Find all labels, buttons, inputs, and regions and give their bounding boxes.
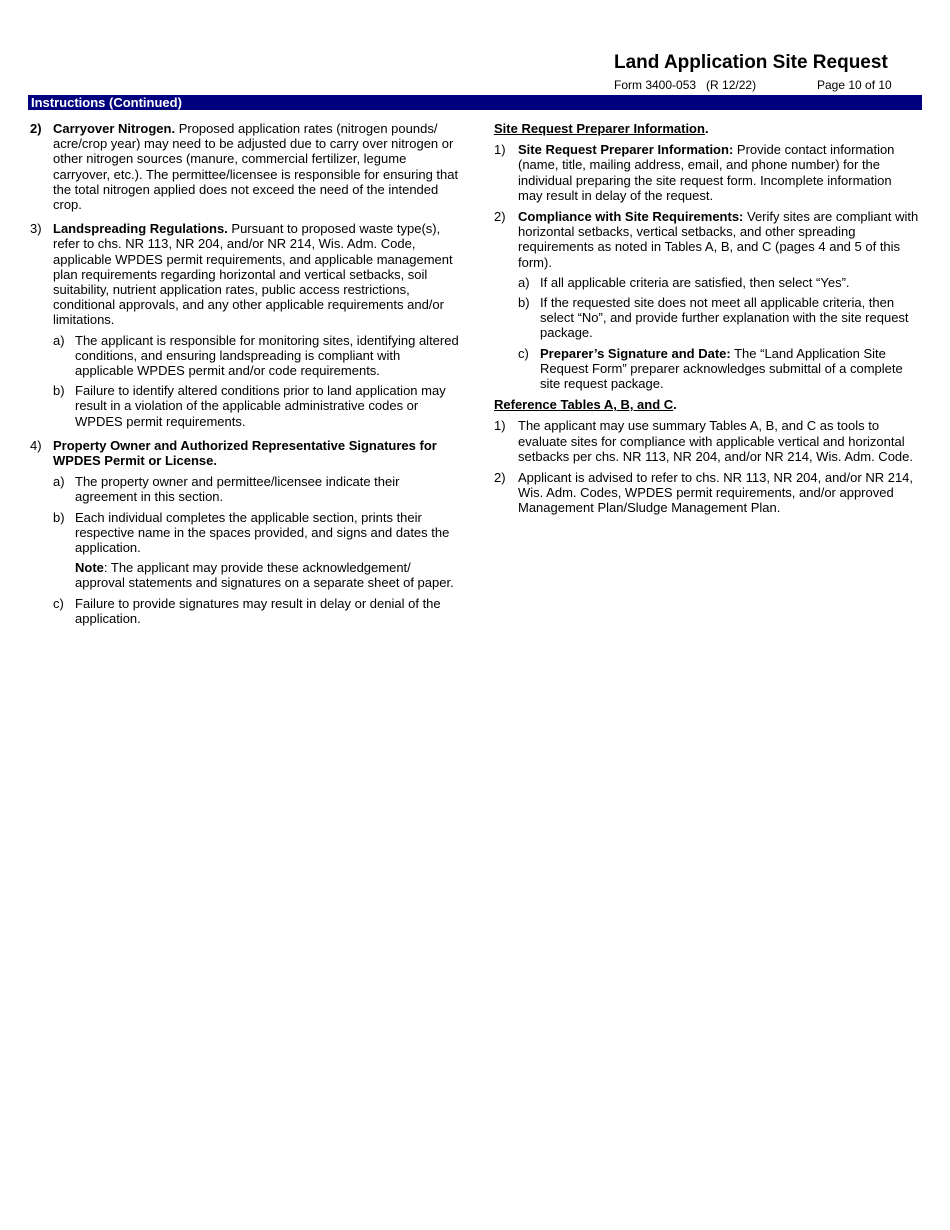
sub-item-a — [53, 333, 460, 379]
reference-item-2 — [494, 470, 919, 516]
note-label: Note — [75, 560, 104, 576]
left-column — [30, 121, 460, 635]
sub-item-text: The property owner and permittee/licensee indicate their agreement in this section. — [75, 474, 400, 505]
form-title: Land Application Site Request — [614, 52, 888, 73]
item-text: Applicant is advised to refer to chs. NR 113, NR 204, and/or NR 214, Wis. Adm. Codes, WPDES permit requirements, and/or approved Management Plan/Sludge Management Plan. — [518, 470, 914, 516]
item-number: 2) — [30, 121, 42, 136]
sub-item-a — [518, 275, 919, 290]
instruction-item-carryover-nitrogen — [30, 121, 460, 212]
sub-item-letter: a) — [53, 474, 65, 490]
page-number: Page 10 of 10 — [817, 78, 892, 92]
reference-item-1 — [494, 418, 919, 464]
sub-item-b — [53, 510, 460, 591]
item-number: 2) — [494, 470, 506, 486]
section-heading-preparer: Site Request Preparer Information. — [494, 121, 709, 136]
sub-item-text: Failure to provide signatures may result in delay or denial of the application. — [75, 595, 441, 626]
sub-item-a — [53, 474, 460, 504]
sub-item-text: The applicant is responsible for monitoring sites, identifying altered conditions, and ensuring landspreading is compliant with applicable WPDES permit and/or code requirements. — [75, 332, 459, 379]
sub-item-text: If all applicable criteria are satisfied, then select “Yes”. — [540, 274, 850, 290]
sub-item-text: Each individual completes the applicable section, prints their respective name in the spaces provided, and signs and dates the application. — [75, 509, 450, 556]
item-text: Proposed application rates (nitrogen pounds/ acre/crop year) may need to be adjusted due to carry over nitrogen or other nitrogen sources (manure, commercial fertilizer, legume carryover, etc.). The permittee/licensee is responsible for ensuring that the total nitrogen applied does not exceed the need of the intended crop. — [53, 121, 459, 213]
sub-item-letter: b) — [53, 509, 65, 525]
item-text: Pursuant to proposed waste type(s), refer to chs. NR 113, NR 204, and/or NR 214, Wis. Adm. Code, applicable WPDES permit requirements, and applicable management plan requirements regarding horizontal and vertical setbacks, soil suitability, nutrient application rates, public access restrictions, conditional approvals, and any other applicable requirements and/or limitations. — [53, 221, 453, 328]
preparer-item-compliance — [494, 209, 919, 391]
instruction-item-landspreading-regulations — [30, 221, 460, 429]
sub-item-letter: b) — [518, 295, 530, 311]
preparer-item-info — [494, 142, 919, 203]
section-heading-reference-tables: Reference Tables A, B, and C. — [494, 397, 677, 413]
item-heading: Site Request Preparer Information: — [518, 142, 734, 158]
section-bar: Instructions (Continued) — [28, 95, 922, 110]
sub-item-letter: a) — [53, 332, 65, 348]
item-heading: Landspreading Regulations. — [53, 221, 228, 237]
item-text: The applicant may use summary Tables A, B, and C as tools to evaluate sites for compliance with applicable vertical and horizontal setbacks per chs. NR 113, NR 204, and/or NR 214, Wis. Adm. Code. — [518, 418, 913, 464]
right-column — [494, 121, 919, 522]
item-text: Provide contact information (name, title, mailing address, email, and phone number) for the individual preparing the site request form. Incomplete information may result in delay of the request. — [518, 142, 895, 203]
sub-item-c — [53, 596, 460, 626]
item-number: 4) — [30, 437, 42, 453]
item-text: Verify sites are compliant with horizontal setbacks, vertical setbacks, and other spreading requirements as noted in Tables A, B, and C (pages 4 and 5 of this form). — [518, 209, 919, 270]
item-heading: Carryover Nitrogen. — [53, 121, 176, 136]
sub-item-text: If the requested site does not meet all applicable criteria, then select “No”, and provide further explanation with the site request package. — [540, 295, 909, 341]
sub-item-b — [518, 295, 919, 341]
item-heading: Compliance with Site Requirements: — [518, 209, 744, 225]
sub-item-c — [518, 346, 919, 392]
sub-item-letter: c) — [518, 345, 529, 361]
sub-item-b — [53, 383, 460, 429]
form-number: Form 3400-053 (R 12/22) — [614, 78, 757, 92]
item-number: 1) — [494, 418, 506, 434]
item-number: 3) — [30, 221, 42, 237]
sub-item-letter: b) — [53, 383, 65, 399]
instruction-item-signatures — [30, 438, 460, 626]
note-text: : The applicant may provide these acknowledgement/ approval statements and signatures on a separate sheet of paper. — [75, 560, 454, 591]
item-number: 1) — [494, 142, 506, 158]
sub-item-letter: a) — [518, 274, 530, 290]
sub-item-letter: c) — [53, 595, 64, 611]
item-number: 2) — [494, 209, 506, 225]
sub-item-text: The “Land Application Site Request Form” preparer acknowledges submittal of a complete site request package. — [540, 345, 903, 392]
sub-item-heading: Preparer’s Signature and Date: — [540, 345, 731, 361]
item-heading: Property Owner and Authorized Representative Signatures for WPDES Permit or License. — [53, 437, 437, 469]
note — [75, 560, 460, 590]
sub-item-text: Failure to identify altered conditions prior to land application may result in a violation of the applicable administrative codes or WPDES permit requirements. — [75, 383, 446, 429]
